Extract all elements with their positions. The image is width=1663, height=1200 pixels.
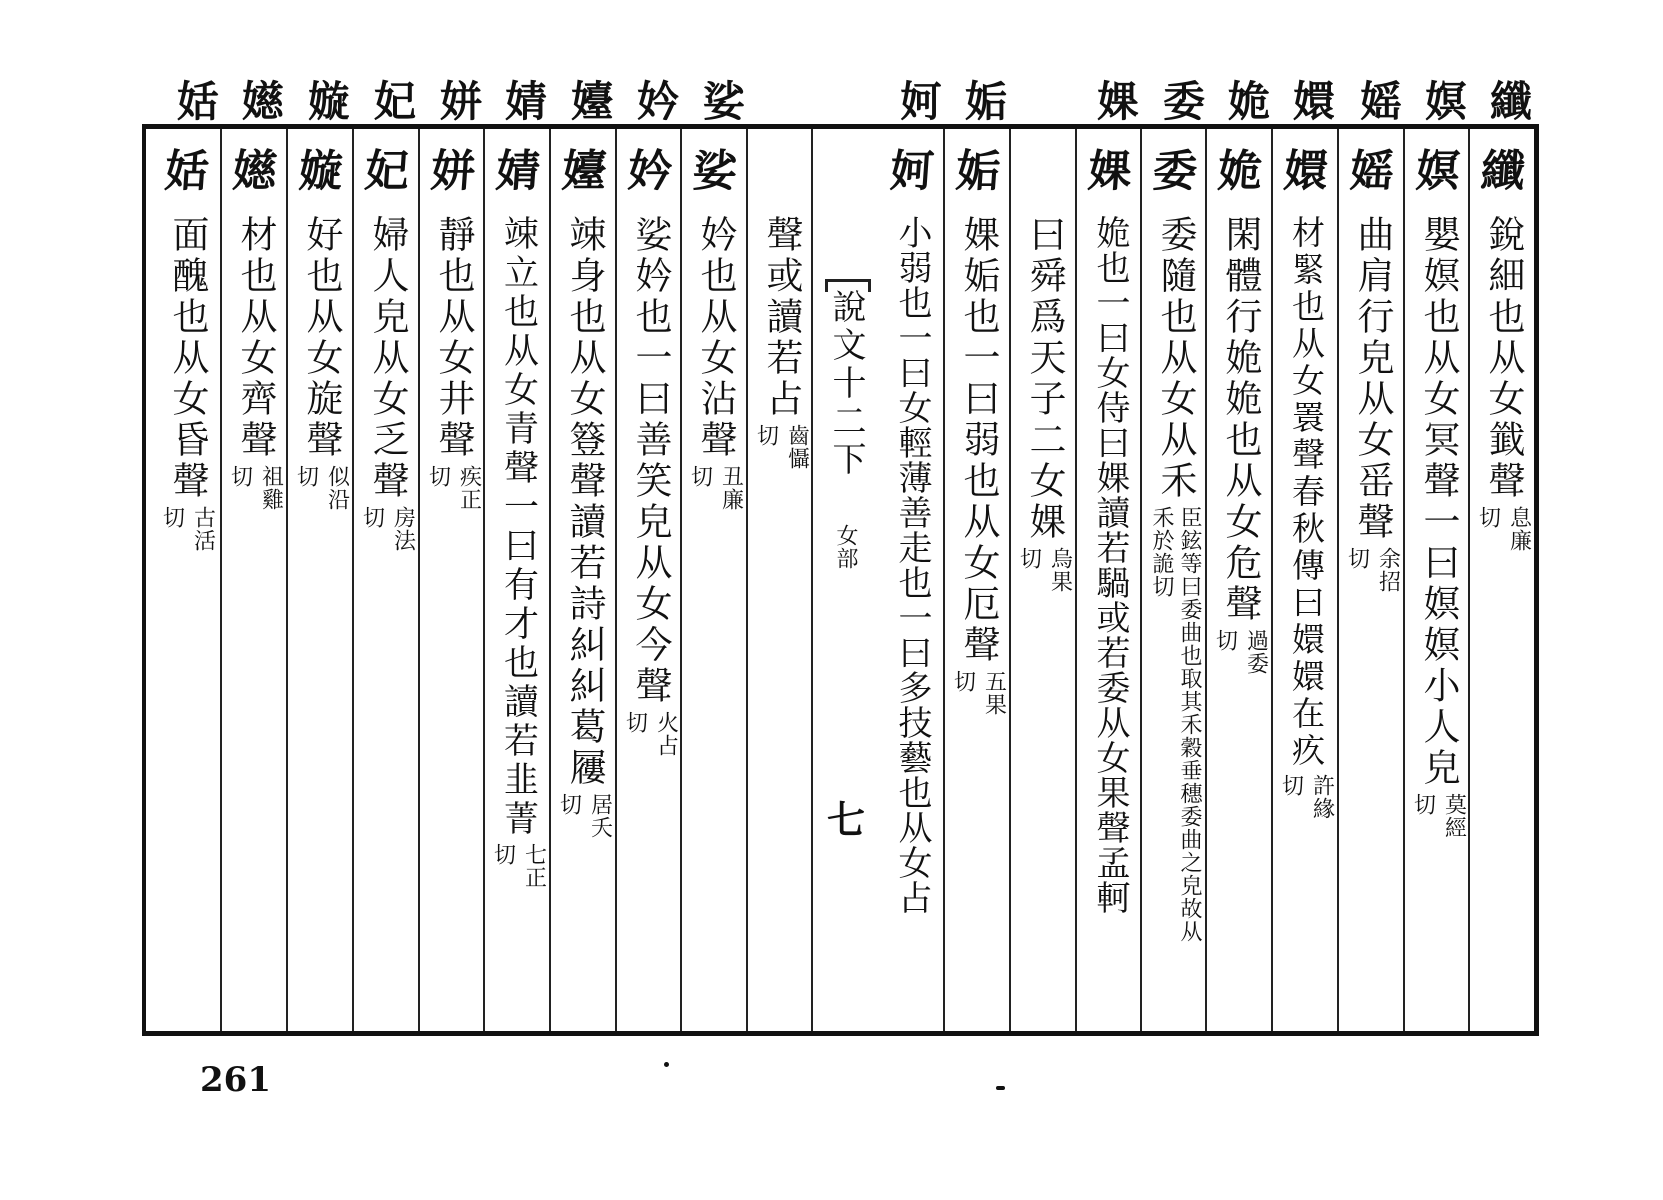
leaf-number: 七 xyxy=(827,797,866,842)
gloss-text: 好也从女旋聲 xyxy=(300,215,343,461)
column-rule xyxy=(286,129,288,1031)
entry-column xyxy=(156,137,218,1032)
gloss-text: 嬰嫇也从女冥聲一曰嫇嫇小人皃 xyxy=(1417,215,1460,789)
qie-note: 切 xyxy=(687,465,713,488)
entry-column xyxy=(290,137,352,1032)
column-rule xyxy=(1075,129,1077,1031)
entry-column xyxy=(553,137,615,1032)
entry-column xyxy=(1275,137,1337,1032)
heading: 嬛 xyxy=(1292,77,1335,126)
column-rule xyxy=(549,129,551,1031)
heading: 妃 xyxy=(373,77,416,126)
qie-note: 切 xyxy=(227,465,253,488)
qie-note: 切 xyxy=(1212,629,1238,652)
gloss-text: 銳細也从女韱聲 xyxy=(1482,215,1525,502)
fanqie-note: 火占 xyxy=(653,711,679,757)
gloss-text: 竦身也从女簦聲讀若詩糾糾葛屨 xyxy=(563,215,606,789)
seal-character: 姘 xyxy=(429,146,477,197)
seal-character: 姽 xyxy=(1216,146,1264,197)
top-headings xyxy=(150,78,1545,126)
column-rule xyxy=(418,129,420,1031)
column-rule xyxy=(220,129,222,1031)
fanqie-note: 余招 xyxy=(1375,547,1401,593)
heading: 妸 xyxy=(899,77,942,126)
column-rule xyxy=(1403,129,1405,1031)
center-title-column xyxy=(815,289,877,483)
seal-character: 委 xyxy=(1151,146,1199,197)
entry-column xyxy=(1341,137,1403,1032)
qie-note: 切 xyxy=(1410,793,1436,816)
heading: 姡 xyxy=(176,77,219,126)
fanqie-note: 許緣 xyxy=(1309,774,1335,820)
gloss-text: 小弱也一曰女輕薄善走也一曰多技藝也从女占 xyxy=(892,215,932,915)
seal-character: 嫙 xyxy=(297,146,345,197)
column-rule xyxy=(943,129,945,1031)
page-number: 261 xyxy=(200,1060,271,1100)
entry-column xyxy=(1209,137,1271,1032)
seal-character: 嬛 xyxy=(1282,146,1330,197)
heading: 嬯 xyxy=(570,77,613,126)
entry-column xyxy=(619,137,681,1032)
gloss-text: 婦人皃从女乏聲 xyxy=(366,215,409,502)
seal-character: 姤 xyxy=(954,146,1002,197)
gloss-text: 曲肩行皃从女䍃聲 xyxy=(1351,215,1394,543)
qie-note: 切 xyxy=(1475,506,1501,529)
heading: 嫙 xyxy=(307,77,350,126)
fanqie-note: 七正 xyxy=(521,843,547,889)
fanqie-note: 居夭 xyxy=(587,793,613,839)
gloss-text: 靜也从女井聲 xyxy=(432,215,475,461)
seal-character: 娑 xyxy=(691,146,739,197)
seal-character: 婐 xyxy=(1086,146,1134,197)
heading: 嫇 xyxy=(1424,77,1467,126)
entry-column xyxy=(487,137,549,1032)
seal-character: 妗 xyxy=(626,146,674,197)
heading: 妗 xyxy=(636,77,679,126)
volume-title: 說文十二下 xyxy=(826,289,866,479)
entry-column xyxy=(1079,137,1141,1032)
gloss-text: 娑妗也一曰善笑皃从女今聲 xyxy=(629,215,672,707)
fanqie-note: 丑廉 xyxy=(718,465,744,511)
fanqie-note: 息廉 xyxy=(1506,506,1532,552)
column-rule xyxy=(1009,129,1011,1031)
text-frame xyxy=(142,124,1539,1036)
fanqie-note: 烏果 xyxy=(1047,547,1073,593)
gloss-text: 材也从女齊聲 xyxy=(234,215,277,461)
fanqie-note: 祖雞 xyxy=(258,465,284,511)
entry-column xyxy=(947,137,1009,1032)
heading: 婐 xyxy=(1096,77,1139,126)
ink-speck xyxy=(996,1086,1005,1090)
qie-note: 切 xyxy=(556,793,582,816)
gloss-text: 姽也一曰女侍曰婐讀若騧或若委从女果聲孟軻 xyxy=(1090,215,1130,915)
fanqie-note: 莫經 xyxy=(1441,793,1467,839)
column-rule xyxy=(615,129,617,1031)
gloss-text: 閑體行姽姽也从女危聲 xyxy=(1219,215,1262,625)
entry-column xyxy=(1407,137,1469,1032)
qie-note: 切 xyxy=(1016,547,1042,570)
seal-character: 媱 xyxy=(1348,146,1396,197)
entry-column xyxy=(422,137,484,1032)
column-rule xyxy=(352,129,354,1031)
ink-speck xyxy=(664,1062,669,1067)
seal-character: 姡 xyxy=(163,146,211,197)
qie-note: 切 xyxy=(359,506,385,529)
qie-note: 切 xyxy=(622,711,648,734)
gloss-text: 委隨也从女从禾 xyxy=(1154,215,1197,502)
entry-column xyxy=(356,137,418,1032)
gloss-text: 聲或讀若占 xyxy=(760,215,803,420)
commentary-note: 臣鉉等曰委曲也取其禾穀垂穗委曲之皃故从禾於詭切 xyxy=(1149,506,1202,943)
fanqie-note: 古活 xyxy=(190,506,216,552)
qie-note: 切 xyxy=(950,670,976,693)
fanqie-note: 五果 xyxy=(981,670,1007,716)
entry-column xyxy=(1013,137,1075,1032)
column-rule xyxy=(1271,129,1273,1031)
entry-column xyxy=(684,137,746,1032)
qie-note: 切 xyxy=(490,843,516,866)
entry-column xyxy=(881,137,943,1032)
heading: 姘 xyxy=(439,77,482,126)
seal-character: 嬯 xyxy=(560,146,608,197)
heading: 委 xyxy=(1162,77,1205,126)
fanqie-note: 過委 xyxy=(1243,629,1269,675)
seal-character: 嫇 xyxy=(1414,146,1462,197)
seal-character: 嬨 xyxy=(231,146,279,197)
fanqie-note: 房法 xyxy=(390,506,416,552)
heading: 姽 xyxy=(1227,77,1270,126)
qie-note: 切 xyxy=(425,465,451,488)
qie-note: 切 xyxy=(293,465,319,488)
gloss-text: 婐姤也一曰弱也从女厄聲 xyxy=(957,215,1000,666)
heading: 媱 xyxy=(1359,77,1402,126)
heading: 娑 xyxy=(702,77,745,126)
entry-column xyxy=(1472,137,1534,1032)
section-label: 女部 xyxy=(833,524,858,570)
fanqie-note: 似沿 xyxy=(324,465,350,511)
gloss-text: 妗也从女沾聲 xyxy=(694,215,737,461)
seal-character: 纖 xyxy=(1479,146,1527,197)
entry-column xyxy=(1144,137,1206,1032)
entry-column xyxy=(750,137,812,1032)
heading: 姤 xyxy=(964,77,1007,126)
column-rule xyxy=(1337,129,1339,1031)
seal-character: 妃 xyxy=(363,146,411,197)
heading: 嬨 xyxy=(241,77,284,126)
seal-character: 妸 xyxy=(888,146,936,197)
column-rule xyxy=(746,129,748,1031)
heading: 纖 xyxy=(1489,77,1532,126)
qie-note: 切 xyxy=(1344,547,1370,570)
fanqie-note: 疾正 xyxy=(456,465,482,511)
entry-column xyxy=(224,137,286,1032)
heading: 婧 xyxy=(504,77,547,126)
gloss-text: 竦立也从女青聲一曰有才也讀若韭菁 xyxy=(498,215,539,839)
qie-note: 切 xyxy=(753,424,779,447)
gloss-text: 曰舜爲天子二女婐 xyxy=(1023,215,1066,543)
qie-note: 切 xyxy=(159,506,185,529)
gloss-text: 面醜也从女昏聲 xyxy=(166,215,209,502)
gloss-text: 材緊也从女瞏聲春秋傳曰嬛嬛在疚 xyxy=(1287,215,1326,770)
qie-note: 切 xyxy=(1278,774,1304,797)
seal-character: 婧 xyxy=(494,146,542,197)
fanqie-note: 齒懾 xyxy=(784,424,810,470)
